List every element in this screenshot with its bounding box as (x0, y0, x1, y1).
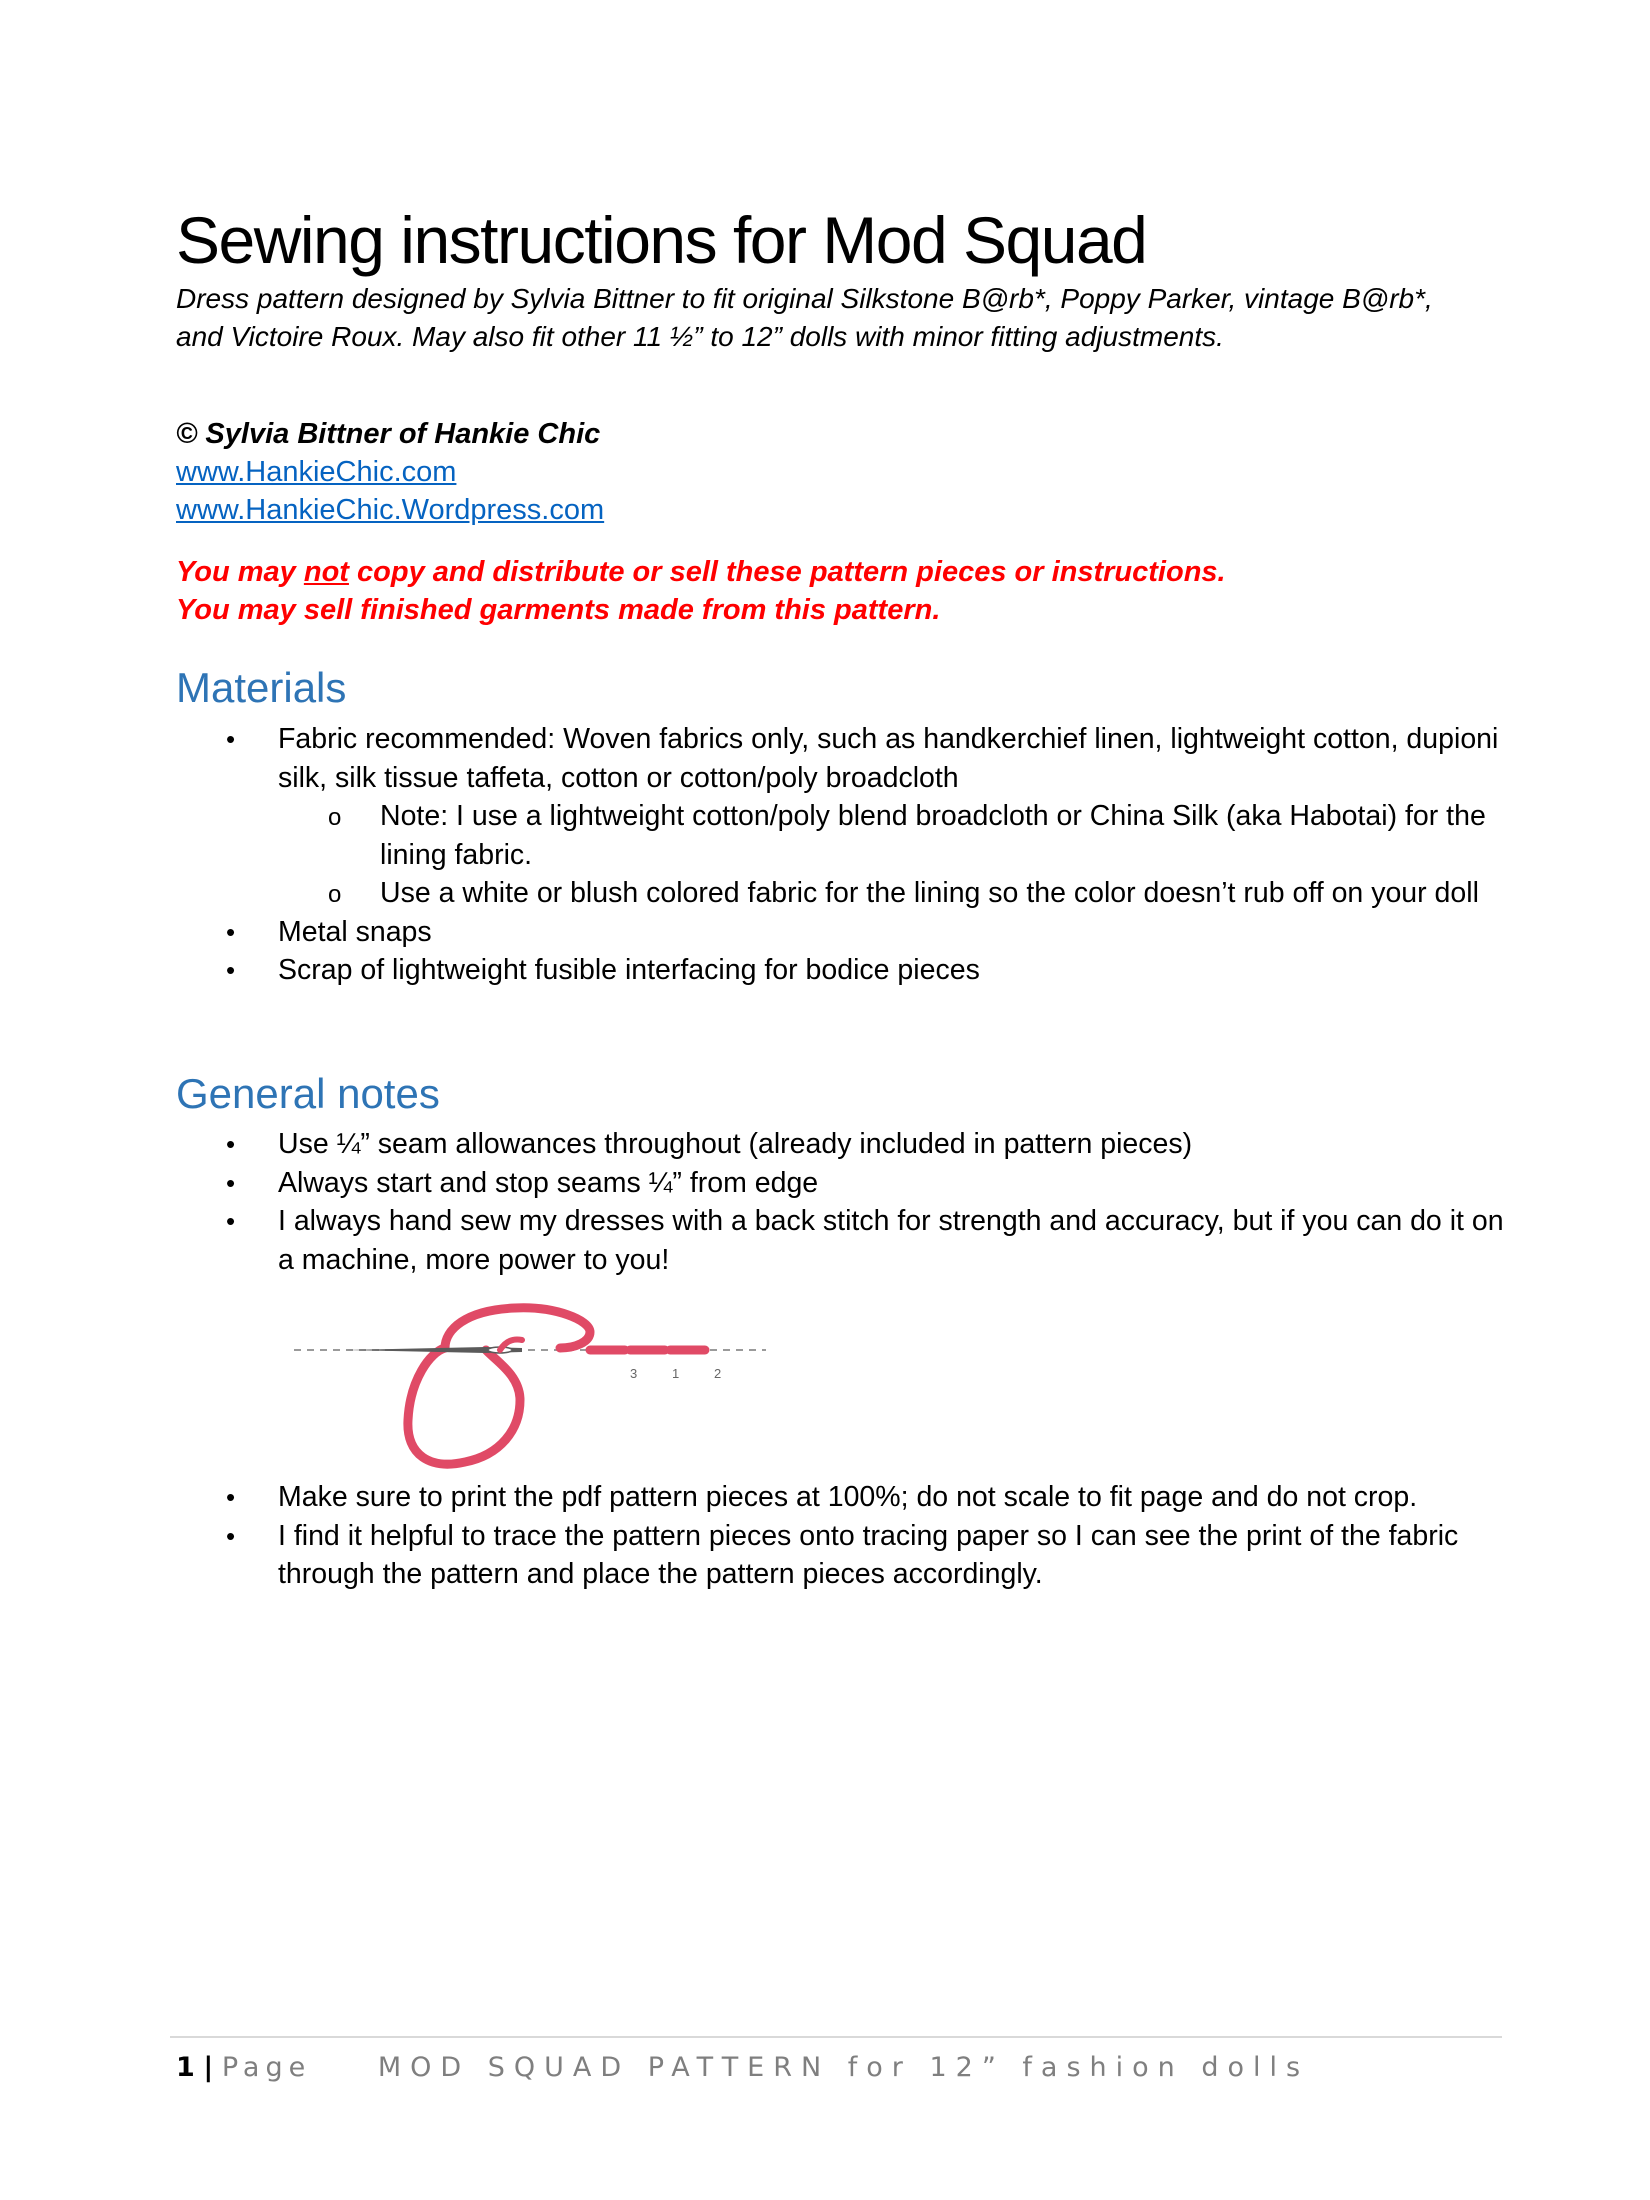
backstitch-icon (290, 1290, 770, 1480)
blog-link[interactable]: www.HankieChic.Wordpress.com (176, 494, 605, 526)
sub-list-item: o Use a white or blush colored fabric for the lining so the color doesn’t rub off on your doll (278, 874, 1506, 913)
list-item-text: Fabric recommended: Woven fabrics only, such as handkerchief linen, lightweight cotton, dupioni silk, silk tissue taffeta, cotton or cotton/poly broadcloth (278, 723, 1499, 794)
sub-list (278, 797, 1506, 913)
sell-permission: You may sell finished garments made from this pattern. (176, 594, 941, 626)
general-notes-list (176, 1125, 1506, 1279)
stitch-label: 2 (714, 1366, 722, 1381)
list-item: • Always start and stop seams ¼” from edge (176, 1164, 1506, 1203)
general-notes-heading: General notes (176, 1070, 440, 1117)
list-item: • Scrap of lightweight fusible interfacing for bodice pieces (176, 951, 1506, 990)
stitch-label: 3 (630, 1366, 638, 1381)
website-link[interactable]: www.HankieChic.com (176, 456, 457, 488)
materials-heading: Materials (176, 664, 347, 711)
general-notes-list-continued (176, 1478, 1506, 1594)
copyright-line: © Sylvia Bittner of Hankie Chic (176, 418, 601, 450)
list-item: • Make sure to print the pdf pattern pieces at 100%; do not scale to fit page and do not crop. (176, 1478, 1506, 1517)
page-title: Sewing instructions for Mod Squad (176, 203, 1147, 277)
footer-separator: | (203, 2052, 214, 2083)
list-item: • I always hand sew my dresses with a back stitch for strength and accuracy, but if you can do it on a machine, more power to you! (176, 1202, 1506, 1279)
thread-loop (408, 1348, 520, 1464)
list-item (176, 720, 1506, 913)
footer-doc-title: MOD SQUAD PATTERN for 12” fashion dolls (377, 2052, 1310, 2083)
materials-list (176, 720, 1506, 990)
list-item: • Use ¼” seam allowances throughout (already included in pattern pieces) (176, 1125, 1506, 1164)
list-item: • I find it helpful to trace the pattern pieces onto tracing paper so I can see the print of the fabric through the pattern and place the pattern pieces accordingly. (176, 1517, 1506, 1594)
warning-text-end: copy and distribute or sell these pattern pieces or instructions. (348, 556, 1226, 588)
backstitch-needle-illustration (290, 1290, 770, 1485)
copy-warning (176, 553, 1226, 591)
page-number: 1 (176, 2052, 195, 2083)
page-label: Page (221, 2052, 312, 2083)
list-item: • Metal snaps (176, 913, 1506, 952)
warning-emphasis: not (303, 556, 349, 588)
sub-list-item: o Note: I use a lightweight cotton/poly blend broadcloth or China Silk (aka Habotai) for the lining fabric. (278, 797, 1506, 874)
page-footer (176, 2050, 1309, 2086)
subtitle: Dress pattern designed by Sylvia Bittner to fit original Silkstone B@rb*, Poppy Parker, vintage B@rb*, and Victoire Roux. May also fit other 11 ½” to 12” dolls with minor fitting adjustments. (176, 283, 1433, 352)
footer-divider (170, 2036, 1502, 2038)
warning-text-start: You may (176, 556, 304, 588)
stitch-label: 1 (672, 1366, 680, 1381)
